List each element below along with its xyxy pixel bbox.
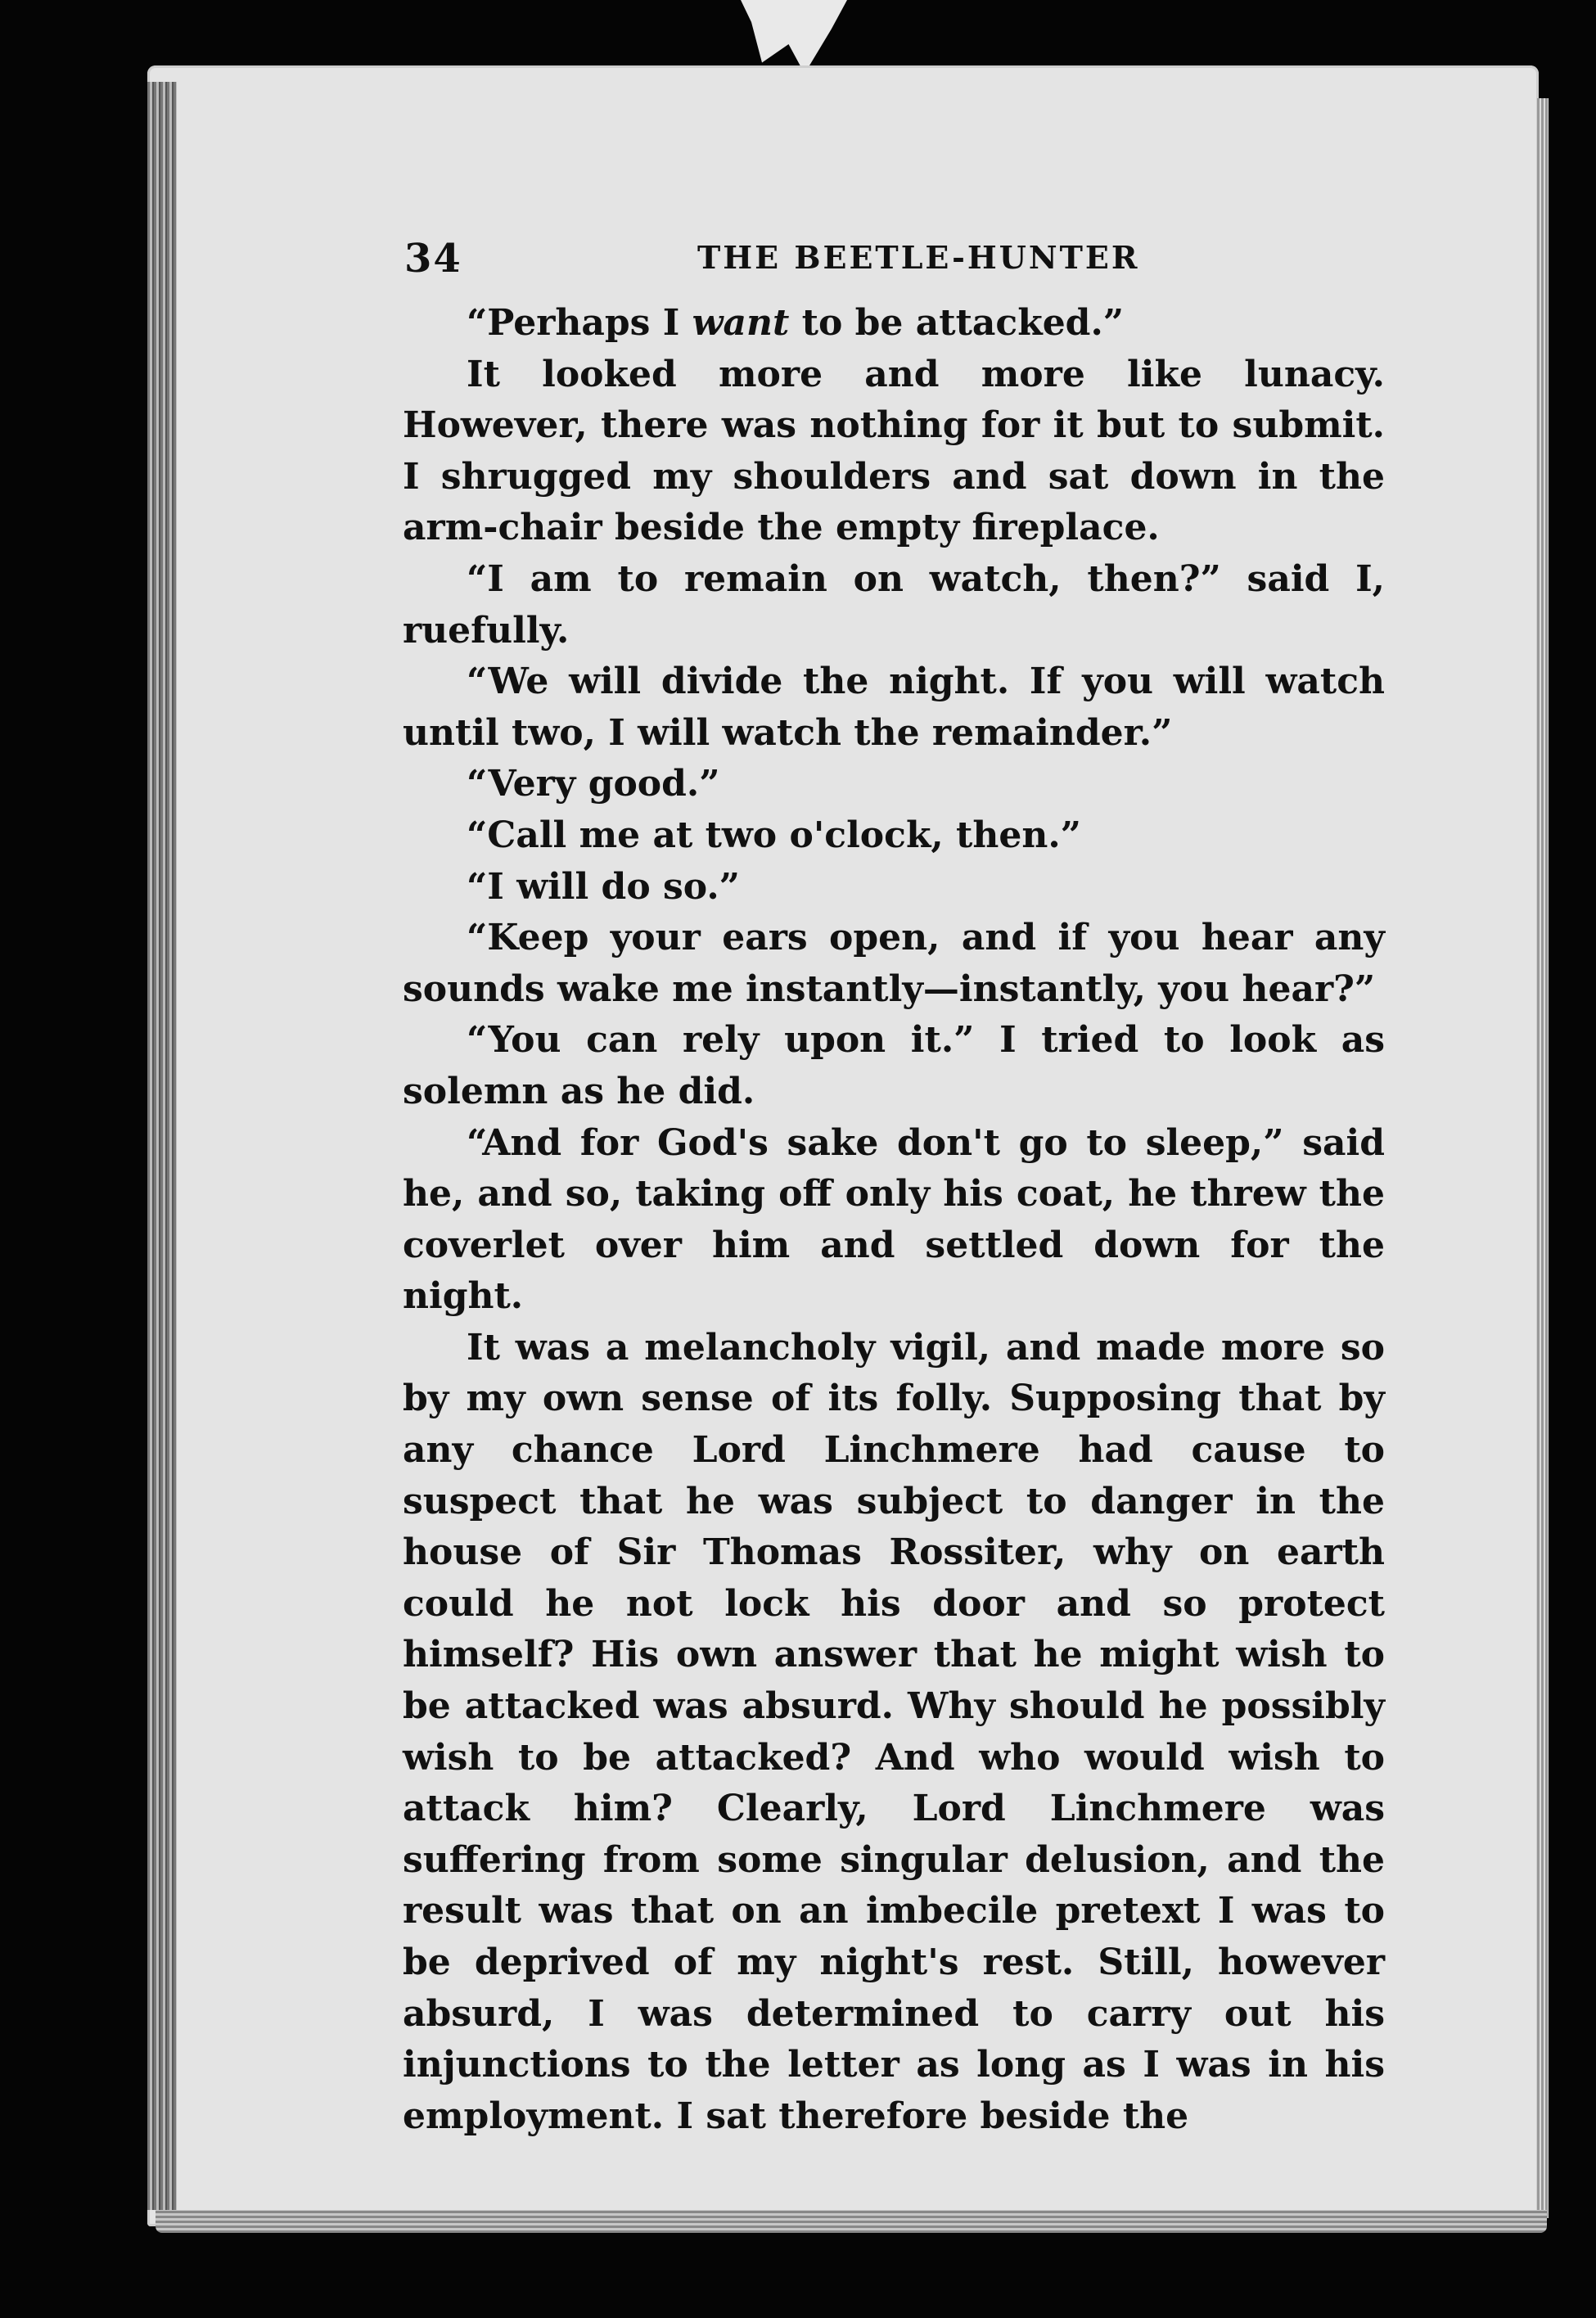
page-right-edge xyxy=(1537,98,1549,2218)
page-number: 34 xyxy=(404,236,462,282)
paragraph: “And for God's sake don't go to sleep,” said he, and so, taking off only his coat, he threw the coverlet over him and settled down for the night. xyxy=(403,1121,1385,1318)
text-block xyxy=(403,236,1385,2142)
paragraph: “You can rely upon it.” I tried to look as solemn as he did. xyxy=(403,1019,1385,1112)
page-bottom-edge xyxy=(156,2210,1547,2233)
paragraph: “Call me at two o'clock, then.” xyxy=(467,814,1081,856)
paragraph: “I will do so.” xyxy=(467,865,740,908)
paragraph: “Perhaps I want to be attacked.” xyxy=(467,302,1125,344)
paragraph: “I am to remain on watch, then?” said I, ruefully. xyxy=(403,557,1385,652)
paragraph: “Keep your ears open, and if you hear any sounds wake me instantly—instantly, you hear?” xyxy=(403,917,1385,1010)
paragraph: It looked more and more like lunacy. However, there was nothing for it but to submit. I shrugged my shoulders and sat down in the arm-chair beside the empty fireplace. xyxy=(403,353,1385,549)
running-title: THE BEETLE-HUNTER xyxy=(697,239,1140,276)
running-head xyxy=(403,236,1385,280)
page-binding xyxy=(147,82,177,2210)
paragraph: “Very good.” xyxy=(467,763,720,805)
paragraph: It was a melancholy vigil, and made more so by my own sense of its folly. Supposing that by any chance Lord Linchmere had cause to suspect that he was subject to danger in the house of Sir Thomas Rossiter, why on earth could he not lock his door and so protect himself? His own answer that he might wish to be attacked was absurd. Why should he possibly wish to be attacked? And who would wish to attack him? Clearly, Lord Linchmere was suffering from some singular delusion, and the result was that on an imbecile pretext I was to be deprived of my night's rest. Still, however absurd, I was determined to carry out his injunctions to the letter as long as I was in his employment. I sat therefore beside the xyxy=(403,1326,1385,2137)
torn-edge xyxy=(741,0,847,74)
page-body xyxy=(403,298,1385,2142)
paragraph: “We will divide the night. If you will watch until two, I will watch the remainder.” xyxy=(403,661,1385,754)
